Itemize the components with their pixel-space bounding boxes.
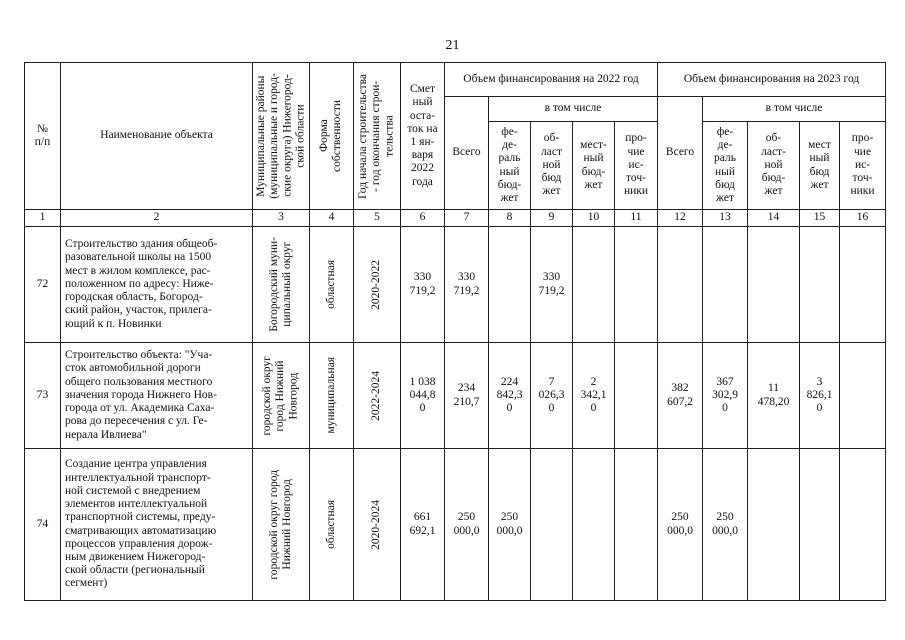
row-other-2022: [615, 227, 658, 343]
row-total-2022: 330 719,2: [445, 227, 489, 343]
column-number-row: [25, 210, 886, 227]
row-municipality: Богородский муни- ципальный округ: [253, 227, 310, 343]
row-regional-2022: 330 719,2: [531, 227, 573, 343]
header-federal-2022: фе- де- раль ный бюд- жет: [489, 122, 531, 210]
column-number: 15: [800, 210, 840, 227]
header-regional-2022: об- ласт ной бюд жет: [531, 122, 573, 210]
header-funding-2023: Объем финансирования на 2023 год: [658, 63, 886, 97]
row-regional-2022: [531, 449, 573, 601]
row-years: 2020-2022: [354, 227, 401, 343]
column-number: 9: [531, 210, 573, 227]
row-total-2023: 250 000,0: [658, 449, 703, 601]
column-number: 8: [489, 210, 531, 227]
row-other-2023: [840, 343, 886, 449]
row-local-2022: 2 342,1 0: [573, 343, 615, 449]
row-other-2022: [615, 449, 658, 601]
column-number: 16: [840, 210, 886, 227]
header-funding-2022: Объем финансирования на 2022 год: [445, 63, 658, 97]
row-num: 73: [25, 343, 61, 449]
header-num: № п/п: [25, 63, 61, 210]
row-municipality: городской округ город Нижний Новгород: [253, 343, 310, 449]
column-number: 10: [573, 210, 615, 227]
header-other-2023: про- чие ис- точ- ники: [840, 122, 886, 210]
row-federal-2022: 224 842,3 0: [489, 343, 531, 449]
funding-table: [24, 62, 886, 601]
row-local-2022: [573, 227, 615, 343]
row-other-2023: [840, 449, 886, 601]
row-other-2023: [840, 227, 886, 343]
header-row-1: [25, 63, 886, 97]
row-local-2023: 3 826,1 0: [800, 343, 840, 449]
header-federal-2023: фе- де- раль ный бюд жет: [703, 122, 748, 210]
row-years: 2020-2024: [354, 449, 401, 601]
row-total-2022: 234 210,7: [445, 343, 489, 449]
row-total-2022: 250 000,0: [445, 449, 489, 601]
row-name: Строительство здания общеоб- разовательной школы на 1500 мест в жилом комплексе, рас- положенном по адресу: Ниже- городская область, Богород- ский район, участок, прилега- ющий к п. Новинки: [61, 227, 253, 343]
column-number: 1: [25, 210, 61, 227]
row-ownership: муниципальная: [310, 343, 354, 449]
row-regional-2023: 11 478,20: [748, 343, 800, 449]
row-ownership: областная: [310, 227, 354, 343]
row-federal-2023: [703, 227, 748, 343]
header-municipality: Муниципальные районы (муниципальные и город- ские округа) Нижегород- ской области: [253, 63, 310, 210]
header-including-2023: в том числе: [703, 97, 886, 122]
header-name: Наименование объекта: [61, 63, 253, 210]
row-other-2022: [615, 343, 658, 449]
row-balance: 330 719,2: [401, 227, 445, 343]
row-regional-2022: 7 026,3 0: [531, 343, 573, 449]
column-number: 3: [253, 210, 310, 227]
row-name: Создание центра управления интеллектуальной транспорт- ной системой с внедрением элементов интеллектуальной транспортной системы, преду- сматривающих автоматизацию процессов управления дорож- ным движением Нижегород- ской области (региональный сегмент): [61, 449, 253, 601]
row-local-2022: [573, 449, 615, 601]
row-total-2023: 382 607,2: [658, 343, 703, 449]
column-number: 7: [445, 210, 489, 227]
row-federal-2022: [489, 227, 531, 343]
header-local-2022: мест- ный бюд- жет: [573, 122, 615, 210]
row-regional-2023: [748, 227, 800, 343]
row-regional-2023: [748, 449, 800, 601]
column-number: 11: [615, 210, 658, 227]
header-regional-2023: об- ласт- ной бюд- жет: [748, 122, 800, 210]
column-number: 12: [658, 210, 703, 227]
row-num: 72: [25, 227, 61, 343]
header-other-2022: про- чие ис- точ- ники: [615, 122, 658, 210]
row-municipality: городской округ город Нижний Новгород: [253, 449, 310, 601]
header-total-2023: Всего: [658, 97, 703, 210]
row-num: 74: [25, 449, 61, 601]
page-number: 21: [445, 38, 460, 53]
header-local-2023: мест ный бюд жет: [800, 122, 840, 210]
row-balance: 1 038 044,8 0: [401, 343, 445, 449]
header-years: Год начала строительства - год окончания строи- тельства: [354, 63, 401, 210]
row-name: Строительство объекта: "Уча- сток автомобильной дороги общего пользования местного значения города Нижнего Нов- города от ул. Академика Саха- рова до пересечения с ул. Ге- нерала Ивлиева": [61, 343, 253, 449]
row-balance: 661 692,1: [401, 449, 445, 601]
column-number: 4: [310, 210, 354, 227]
row-ownership: областная: [310, 449, 354, 601]
column-number: 14: [748, 210, 800, 227]
row-federal-2022: 250 000,0: [489, 449, 531, 601]
row-federal-2023: 250 000,0: [703, 449, 748, 601]
row-local-2023: [800, 227, 840, 343]
table-row: [25, 227, 886, 343]
column-number: 6: [401, 210, 445, 227]
column-number: 2: [61, 210, 253, 227]
row-total-2023: [658, 227, 703, 343]
header-ownership: Форма собственности: [310, 63, 354, 210]
row-local-2023: [800, 449, 840, 601]
table-row: [25, 343, 886, 449]
header-total-2022: Всего: [445, 97, 489, 210]
row-years: 2022-2024: [354, 343, 401, 449]
header-balance: Смет ный оста- ток на 1 ян- варя 2022 года: [401, 63, 445, 210]
table-row: [25, 449, 886, 601]
column-number: 13: [703, 210, 748, 227]
column-number: 5: [354, 210, 401, 227]
header-including-2022: в том числе: [489, 97, 658, 122]
row-federal-2023: 367 302,9 0: [703, 343, 748, 449]
